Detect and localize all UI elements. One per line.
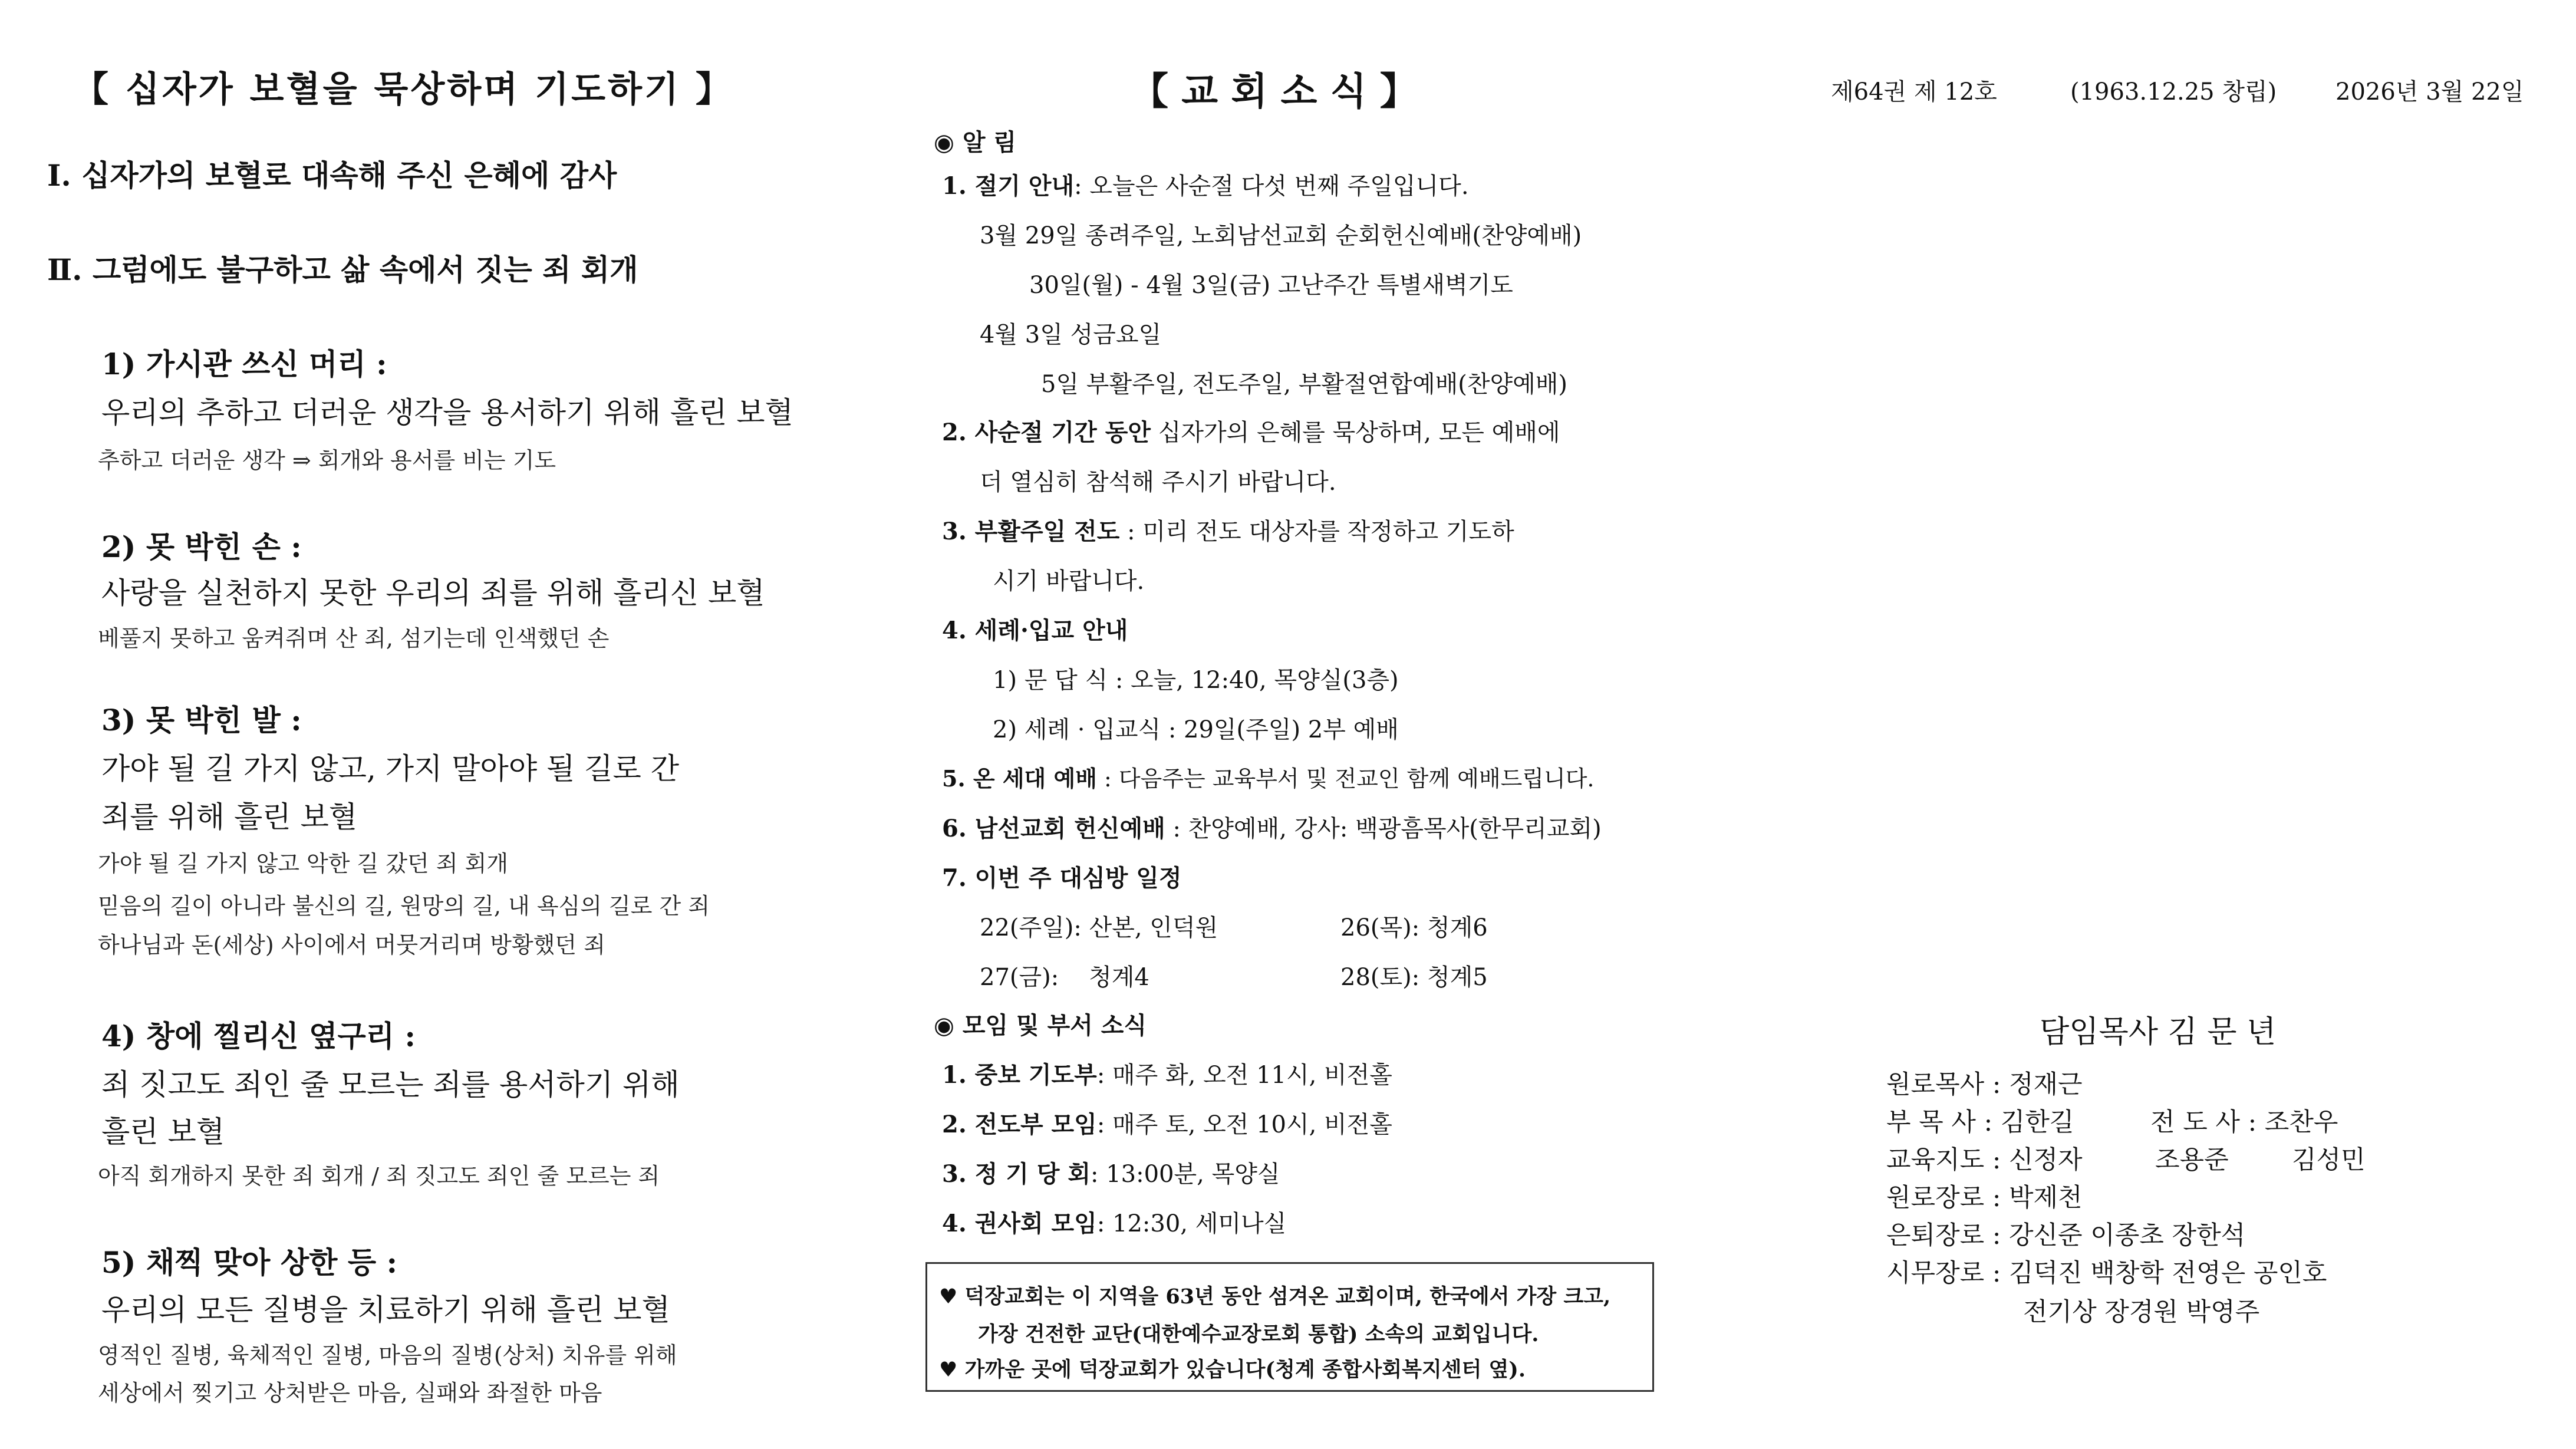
staff-active-elders-2: 전기상 장경원 박영주: [2023, 1297, 2260, 1327]
meeting-1: 1. 중보 기도부: 매주 화, 오전 11시, 비전홀: [942, 1061, 1392, 1089]
notice-4-line-3: 2) 세례 · 입교식 : 29일(주일) 2부 예배: [993, 716, 1399, 743]
staff-elder-pastor: 원로목사 : 정재근: [1886, 1070, 2083, 1099]
staff-associate: 부 목 사 : 김한길: [1886, 1108, 2074, 1137]
church-info-line-2: 가장 건전한 교단(대한예수교장로회 통합) 소속의 교회입니다.: [978, 1322, 1539, 1346]
prayer-head-text: 우리의 추하고 더러운 생각을 용서하기 위해 흘린 보혈: [101, 396, 793, 430]
visit-1: 22(주일): 산본, 인덕원: [980, 914, 1218, 941]
staff-education-2: 조용준: [2155, 1145, 2229, 1175]
staff-evangelist: 전 도 사 : 조찬우: [2150, 1108, 2338, 1137]
prayer-hands-note: 베풀지 못하고 움켜쥐며 산 죄, 섬기는데 인색했던 손: [98, 625, 610, 651]
visit-2: 26(목): 청계6: [1340, 914, 1488, 941]
church-info-line-3: ♥ 가까운 곳에 덕장교회가 있습니다(청계 종합사회복지센터 옆).: [939, 1358, 1526, 1382]
senior-pastor: 담임목사 김 문 년: [2040, 1015, 2277, 1050]
founding-date: (1963.12.25 창립): [2070, 78, 2277, 106]
notice-3: 3. 부활주일 전도 : 미리 전도 대상자를 작정하고 기도하: [942, 518, 1514, 545]
notice-4: 4. 세례·입교 안내: [942, 617, 1128, 644]
prayer-side-note: 아직 회개하지 못한 죄 회개 / 죄 짓고도 죄인 줄 모르는 죄: [98, 1163, 660, 1189]
prayer-feet-note-3: 하나님과 돈(세상) 사이에서 머뭇거리며 방황했던 죄: [98, 932, 605, 958]
notice-1: 1. 절기 안내: 오늘은 사순절 다섯 번째 주일입니다.: [942, 172, 1469, 200]
prayer-feet-title: 3) 못 박힌 발 :: [101, 703, 302, 737]
prayer-feet-note-1: 가야 될 길 가지 않고 악한 길 갔던 죄 회개: [98, 851, 509, 877]
staff-retired-elders: 은퇴장로 : 강신준 이종초 장한석: [1886, 1221, 2246, 1250]
volume-number: 제64권 제 12호: [1831, 78, 1997, 106]
notice-4-line-2: 1) 문 답 식 : 오늘, 12:40, 목양실(3층): [993, 667, 1399, 694]
section-roman-2: Ⅱ. 그럼에도 불구하고 삶 속에서 짓는 죄 회개: [47, 252, 638, 287]
prayer-feet-text-1: 가야 될 길 가지 않고, 가지 말아야 될 길로 간: [101, 752, 680, 786]
notice-1-line-3: 30일(월) - 4월 3일(금) 고난주간 특별새벽기도: [1029, 272, 1513, 299]
notice-1-line-5: 5일 부활주일, 전도주일, 부활절연합예배(찬양예배): [1041, 371, 1568, 398]
staff-elder-emeritus: 원로장로 : 박제천: [1886, 1183, 2083, 1213]
prayer-side-text-2: 흘린 보혈: [101, 1115, 225, 1149]
meeting-4: 4. 권사회 모임: 12:30, 세미나실: [942, 1210, 1287, 1237]
staff-education-3: 김성민: [2292, 1145, 2366, 1175]
issue-date: 2026년 3월 22일: [2335, 78, 2524, 106]
meditation-title: 【 십자가 보혈을 묵상하며 기도하기 】: [73, 69, 733, 110]
visit-4: 28(토): 청계5: [1340, 964, 1488, 991]
staff-active-elders: 시무장로 : 김덕진 백창학 전영은 공인호: [1886, 1259, 2327, 1288]
prayer-back-text: 우리의 모든 질병을 치료하기 위해 흘린 보혈: [101, 1293, 670, 1327]
notice-5: 5. 온 세대 예배 : 다음주는 교육부서 및 전교인 함께 예배드립니다.: [942, 765, 1595, 792]
notice-6: 6. 남선교회 헌신예배 : 찬양예배, 강사: 백광흠목사(한무리교회): [942, 815, 1602, 842]
meeting-heading: ◉ 모임 및 부서 소식: [934, 1012, 1147, 1039]
prayer-back-note-2: 세상에서 찢기고 상처받은 마음, 실패와 좌절한 마음: [98, 1380, 602, 1406]
notice-1-line-2: 3월 29일 종려주일, 노회남선교회 순회헌신예배(찬양예배): [980, 222, 1582, 249]
meeting-2: 2. 전도부 모임: 매주 토, 오전 10시, 비전홀: [942, 1111, 1392, 1138]
meeting-3: 3. 정 기 당 회: 13:00분, 목양실: [942, 1160, 1280, 1188]
prayer-feet-text-2: 죄를 위해 흘린 보혈: [101, 800, 358, 834]
prayer-hands-title: 2) 못 박힌 손 :: [101, 529, 302, 564]
prayer-hands-text: 사랑을 실천하지 못한 우리의 죄를 위해 흘리신 보혈: [101, 576, 765, 610]
section-roman-1: Ⅰ. 십자가의 보혈로 대속해 주신 은혜에 감사: [47, 158, 617, 193]
visit-3: 27(금): 청계4: [980, 964, 1149, 991]
notice-2-line-2: 더 열심히 참석해 주시기 바랍니다.: [980, 469, 1336, 496]
prayer-side-text-1: 죄 짓고도 죄인 줄 모르는 죄를 용서하기 위해: [101, 1068, 680, 1102]
staff-education: 교육지도 : 신정자: [1886, 1145, 2083, 1175]
notice-3-line-2: 시기 바랍니다.: [993, 568, 1145, 595]
prayer-head-note: 추하고 더러운 생각 ⇒ 회개와 용서를 비는 기도: [98, 447, 556, 473]
prayer-head-title: 1) 가시관 쓰신 머리 :: [101, 347, 387, 381]
prayer-feet-note-2: 믿음의 길이 아니라 불신의 길, 원망의 길, 내 욕심의 길로 간 죄: [98, 893, 710, 919]
prayer-back-title: 5) 채찍 맞아 상한 등 :: [101, 1245, 398, 1280]
notice-1-line-4: 4월 3일 성금요일: [980, 321, 1162, 348]
notice-2: 2. 사순절 기간 동안 십자가의 은혜를 묵상하며, 모든 예배에: [942, 419, 1560, 446]
church-info-box: [925, 1262, 1654, 1392]
prayer-back-note-1: 영적인 질병, 육체적인 질병, 마음의 질병(상처) 치유를 위해: [98, 1342, 677, 1368]
prayer-side-title: 4) 창에 찔리신 옆구리 :: [101, 1019, 416, 1053]
notice-heading: ◉ 알 림: [934, 129, 1017, 156]
church-info-line-1: ♥ 덕장교회는 이 지역을 63년 동안 섬겨온 교회이며, 한국에서 가장 크고,: [939, 1285, 1611, 1309]
notice-7: 7. 이번 주 대심방 일정: [942, 864, 1182, 892]
church-news-title: 【 교 회 소 식 】: [1131, 70, 1418, 114]
